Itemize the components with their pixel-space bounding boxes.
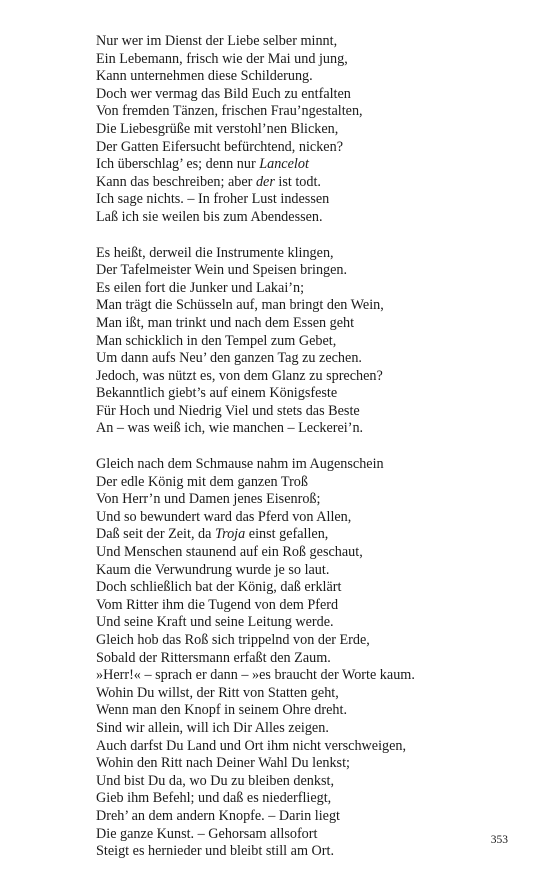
italic-word: Lancelot <box>259 156 309 173</box>
poem-line: Der Gatten Eifersucht befürchtend, nicken? <box>96 138 343 155</box>
poem-line: Sobald der Rittersmann erfaßt den Zaum. <box>96 649 331 666</box>
poem-line: »Herr!« – sprach er dann – »es braucht der Worte kaum. <box>96 667 415 684</box>
poem-line: Kann unternehmen diese Schilderung. <box>96 68 313 85</box>
poem-line: Der edle König mit dem ganzen Troß <box>96 473 308 490</box>
poem-line: Steigt es hernieder und bleibt still am Ort. <box>96 843 334 860</box>
poem-line: Um dann aufs Neu’ den ganzen Tag zu zechen. <box>96 350 362 367</box>
poem-line: Bekanntlich giebt’s auf einem Königsfeste <box>96 385 338 402</box>
poem-line: Jedoch, was nützt es, von dem Glanz zu sprechen? <box>96 367 383 384</box>
poem-line: Und bist Du da, wo Du zu bleiben denkst, <box>96 772 335 789</box>
italic-word: der <box>255 173 275 190</box>
poem-line: Ich überschlag’ es; denn nur Lancelot <box>96 156 309 173</box>
poem-line: Daß seit der Zeit, da Troja einst gefallen, <box>96 526 329 543</box>
poem-line: Kann das beschreiben; aber der ist todt. <box>96 173 321 190</box>
poem-line: An – was weiß ich, wie manchen – Leckerei’n. <box>96 420 364 437</box>
poem-line: Auch darfst Du Land und Ort ihm nicht verschweigen, <box>96 737 407 754</box>
poem-line: Kaum die Verwundrung wurde je so laut. <box>96 561 330 578</box>
poem-text <box>96 33 516 879</box>
poem-line: Und Menschen staunend auf ein Roß geschaut, <box>96 544 363 561</box>
poem-line: Ein Lebemann, frisch wie der Mai und jung, <box>96 50 348 67</box>
poem-line: Der Tafelmeister Wein und Speisen bringen. <box>96 262 348 279</box>
poem-line: Ich sage nichts. – In froher Lust indessen <box>96 191 330 208</box>
italic-word: Troja <box>214 526 246 543</box>
poem-line: Man schicklich in den Tempel zum Gebet, <box>96 332 337 349</box>
poem-line: Die Liebesgrüße mit verstohl’nen Blicken, <box>96 120 339 137</box>
poem-line: Laß ich sie weilen bis zum Abendessen. <box>96 208 323 225</box>
poem-line: Vom Ritter ihm die Tugend von dem Pferd <box>96 596 339 613</box>
poem-line: Man ißt, man trinkt und nach dem Essen geht <box>96 314 355 331</box>
poem-line: Gleich nach dem Schmause nahm im Augenschein <box>96 456 384 473</box>
poem-line: Von Herr’n und Damen jenes Eisenroß; <box>96 491 321 508</box>
poem-line: Wohin Du willst, der Ritt von Statten geht, <box>96 684 339 701</box>
stanza <box>96 33 516 227</box>
poem-line: Es heißt, derweil die Instrumente klingen, <box>96 244 334 261</box>
poem-line: Und seine Kraft und seine Leitung werde. <box>96 614 334 631</box>
poem-line: Gleich hob das Roß sich trippelnd von der Erde, <box>96 632 370 648</box>
poem-line: Gieb ihm Befehl; und daß es niederfliegt, <box>96 790 332 807</box>
poem-line: Nur wer im Dienst der Liebe selber minnt, <box>96 33 338 49</box>
stanza <box>96 245 516 439</box>
poem-line: Von fremden Tänzen, frischen Frau’ngestalten, <box>96 103 363 120</box>
poem-line: Für Hoch und Niedrig Viel und stets das Beste <box>96 402 360 419</box>
poem-line: Die ganze Kunst. – Gehorsam allsofort <box>96 825 318 842</box>
poem-line: Man trägt die Schüsseln auf, man bringt den Wein, <box>96 297 384 314</box>
poem-line: Doch wer vermag das Bild Euch zu entfalten <box>96 85 351 102</box>
poem-line: Und so bewundert ward das Pferd von Allen, <box>96 508 352 525</box>
poem-line: Doch schließlich bat der König, daß erklärt <box>96 579 342 596</box>
poem-line: Dreh’ an dem andern Knopfe. – Darin liegt <box>96 807 340 824</box>
stanza <box>96 456 516 861</box>
poem-line: Es eilen fort die Junker und Lakai’n; <box>96 279 305 296</box>
poem-line: Wenn man den Knopf in seinem Ohre dreht. <box>96 702 348 719</box>
page-number: 353 <box>490 834 508 846</box>
poem-line: Sind wir allein, will ich Dir Alles zeigen. <box>96 719 329 736</box>
poem-line: Wohin den Ritt nach Deiner Wahl Du lenkst; <box>96 755 350 772</box>
